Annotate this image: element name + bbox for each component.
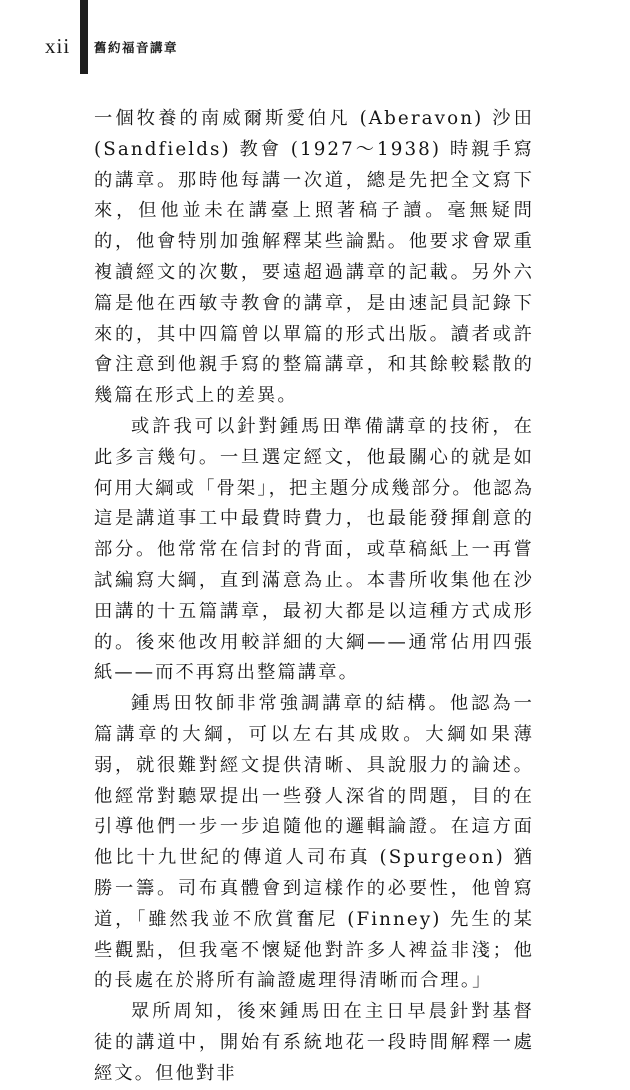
page-number: xii bbox=[45, 34, 71, 58]
paragraph: 或許我可以針對鍾馬田準備講章的技術，在此多言幾句。一旦選定經文，他最關心的就是如何用大綱或「骨架」，把主題分成幾部分。他認為這是講道事工中最費時費力，也最能發揮創意的部分。他常常在信封的背面，或草稿紙上一再嘗試編寫大綱，直到滿意為止。本書所收集他在沙田講的十五篇講章，最初大都是以這種方式成形的。後來他改用較詳細的大綱——通常佔用四張紙——而不再寫出整篇講章。 bbox=[94, 415, 534, 684]
body-text bbox=[94, 104, 534, 1090]
running-header bbox=[0, 0, 630, 80]
header-divider-bar bbox=[80, 0, 88, 74]
running-head-book-title: 舊約福音講章 bbox=[94, 40, 179, 55]
paragraph: 鍾馬田牧師非常強調講章的結構。他認為一篇講章的大綱，可以左右其成敗。大綱如果薄弱，就很難對經文提供清晰、具說服力的論述。他經常對聽眾提出一些發人深省的問題，目的在引導他們一步一步追隨他的邏輯論證。在這方面他比十九世紀的傳道人司布真 (Spurgeon) 猶勝一籌。司布真體會到這樣作的必要性，他曾寫道，「雖然我並不欣賞奮尼 (Finney) 先生的某些觀點，但我毫不懷疑他對許多人裨益非淺；他的長處在於將所有論證處理得清晰而合理。」 bbox=[94, 693, 534, 992]
paragraph: 眾所周知，後來鍾馬田在主日早晨針對基督徒的講道中，開始有系統地花一段時間解釋一處經文。但他對非 bbox=[94, 1001, 534, 1084]
paragraph-continued: 一個牧養的南威爾斯愛伯凡 (Aberavon) 沙田 (Sandfields) 教會 (1927～1938) 時親手寫的講章。那時他每講一次道，總是先把全文寫下來，但他並未在講臺上照著稿子讀。毫無疑問的，他會特別加強解釋某些論點。他要求會眾重複讀經文的次數，要遠超過講章的記載。另外六篇是他在西敏寺教會的講章，是由速記員記錄下來的，其中四篇曾以單篇的形式出版。讀者或許會注意到他親手寫的整篇講章，和其餘較鬆散的幾篇在形式上的差異。 bbox=[94, 108, 534, 407]
